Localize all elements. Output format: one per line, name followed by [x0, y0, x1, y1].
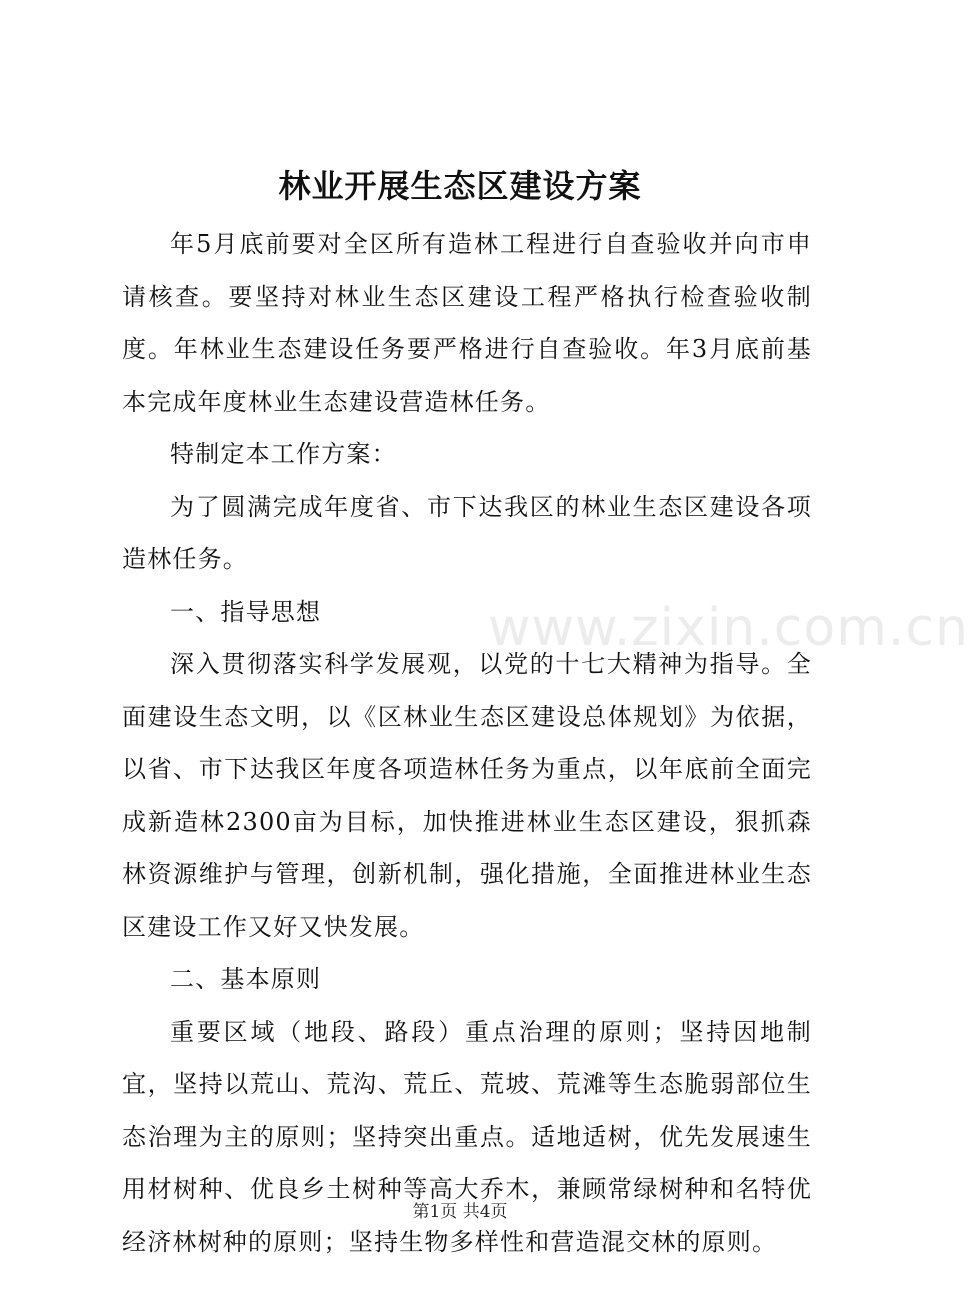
paragraph-basic-principles: 重要区域（地段、路段）重点治理的原则；坚持因地制宜，坚持以荒山、荒沟、荒丘、荒坡、荒滩等生态脆弱部位生态治理为主的原则；坚持突出重点。适地适树，优先发展速生用材树种、优良乡土树种等高大乔木，兼顾常绿树种和名特优经济林树种的原则；坚持生物多样性和营造混交林的原则。 — [122, 1017, 812, 1256]
paragraph-purpose: 为了圆满完成年度省、市下达我区的林业生态区建设各项造林任务。 — [122, 492, 812, 573]
section-heading-guiding-thought: 一、指导思想 — [170, 597, 322, 626]
page-footer: 第1页 共4页 — [412, 1202, 508, 1222]
document-body — [122, 218, 969, 1268]
document-title: 林业开展生态区建设方案 — [278, 167, 642, 205]
section-heading-basic-principles: 二、基本原则 — [170, 965, 322, 993]
paragraph-plan-statement: 特制定本工作方案： — [170, 440, 397, 468]
watermark: www.zixin.com.cn — [488, 598, 969, 658]
paragraph-intro: 年5月底前要对全区所有造林工程进行自查验收并向市申请核查。要坚持对林业生态区建设工程严格执行检查验收制度。年林业生态建设任务要严格进行自查验收。年3月底前基本完成年度林业生态建设营造林任务。 — [122, 230, 812, 416]
paragraph-guiding-thought: 深入贯彻落实科学发展观，以党的十七大精神为指导。全面建设生态文明，以《区林业生态区建设总体规划》为依据，以省、市下达我区年度各项造林任务为重点，以年底前全面完成新造林2300亩为目标，加快推进林业生态区建设，狠抓森林资源维护与管理，创新机制，强化措施，全面推进林业生态区建设工作又好又快发展。 — [122, 650, 812, 941]
